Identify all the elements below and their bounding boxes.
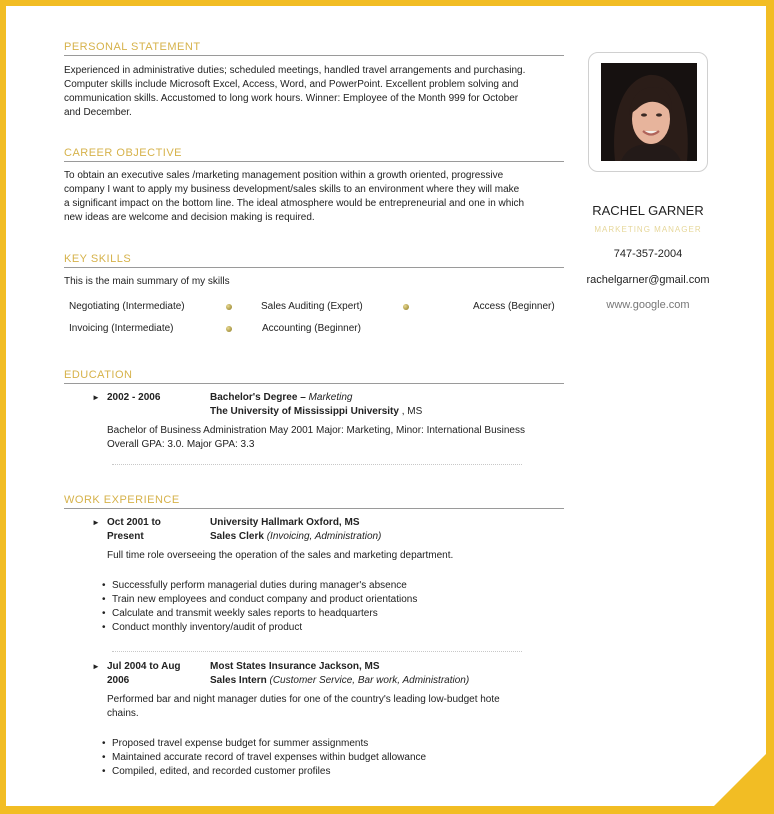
career-objective-line: To obtain an executive sales /marketing management position within a growth oriented, progressive — [64, 170, 504, 181]
job-date-start: Jul 2004 to Aug — [107, 661, 181, 672]
skill-item: Negotiating (Intermediate) — [69, 301, 185, 312]
career-objective-line: company I want to apply my business development/sales skills to an environment where they will make — [64, 184, 520, 195]
role-name: Sales Clerk — [210, 531, 264, 542]
degree-name: Bachelor's Degree – — [210, 392, 306, 403]
resume-page — [6, 6, 766, 806]
section-title-education: EDUCATION — [64, 369, 564, 384]
job-summary-line: Performed bar and night manager duties for one of the country's leading low-budget hote — [107, 694, 500, 705]
education-detail-line: Overall GPA: 3.0. Major GPA: 3.3 — [107, 439, 255, 450]
arrow-right-icon: ► — [92, 393, 100, 402]
profile-phone: 747-357-2004 — [613, 248, 683, 260]
skill-bullet-icon — [226, 304, 232, 310]
skill-item: Access (Beginner) — [473, 301, 555, 312]
arrow-right-icon: ► — [92, 662, 100, 671]
job-role — [210, 675, 469, 686]
job-summary-line: Full time role overseeing the operation of the sales and marketing department. — [107, 550, 454, 561]
personal-statement-text — [64, 64, 564, 120]
education-degree — [210, 392, 352, 403]
job-date-end: Present — [107, 531, 144, 542]
page-curl-corner — [714, 754, 766, 806]
education-detail-line: Bachelor of Business Administration May 2001 Major: Marketing, Minor: International Business — [107, 425, 525, 436]
role-name: Sales Intern — [210, 675, 267, 686]
skill-item: Accounting (Beginner) — [262, 323, 361, 334]
skill-bullet-icon — [403, 304, 409, 310]
job-bullet-list — [102, 579, 417, 635]
role-detail: (Invoicing, Administration) — [266, 531, 382, 542]
job-employer — [210, 517, 360, 528]
personal-statement-line: communication skills. Accustomed to long work hours. Winner: Employee of the Month 999 for October — [64, 93, 519, 104]
personal-statement-line: Experienced in administrative duties; scheduled meetings, handled travel arrangements and purchasing. — [64, 65, 526, 76]
job-date-end: 2006 — [107, 675, 130, 686]
job-bullet-list — [102, 737, 426, 779]
personal-statement-line: Computer skills include Microsoft Excel, Access, Word, and PowerPoint. Excellent problem solving and — [64, 79, 519, 90]
education-dates: 2002 - 2006 — [107, 392, 161, 403]
skill-item: Invoicing (Intermediate) — [69, 323, 174, 334]
section-title-work-experience: WORK EXPERIENCE — [64, 494, 564, 509]
personal-statement-line: and December. — [64, 107, 132, 118]
job-bullet: • Proposed travel expense budget for summer assignments — [102, 737, 426, 751]
career-objective-line: a significant impact on the bottom line. The ideal atmosphere would be entrepreneurial and one in which — [64, 198, 525, 209]
job-bullet: • Successfully perform managerial duties during manager's absence — [102, 579, 417, 593]
skill-bullet-icon — [226, 326, 232, 332]
degree-major: Marketing — [308, 392, 353, 403]
employer-name: Most States Insurance Jackson, MS — [210, 661, 380, 672]
job-role — [210, 531, 381, 542]
job-bullet: • Compiled, edited, and recorded customer profiles — [102, 765, 426, 779]
job-summary — [107, 693, 567, 721]
job-summary-line: chains. — [107, 708, 139, 719]
profile-website[interactable]: www.google.com — [606, 299, 690, 311]
job-bullet: • Train new employees and conduct company and product orientations — [102, 593, 417, 607]
profile-tagline: MARKETING MANAGER — [594, 225, 702, 234]
job-bullet: • Maintained accurate record of travel expenses within budget allowance — [102, 751, 426, 765]
skills-intro: This is the main summary of my skills — [64, 276, 230, 287]
employer-name: University Hallmark Oxford, MS — [210, 517, 360, 528]
arrow-right-icon: ► — [92, 518, 100, 527]
education-school — [210, 406, 422, 417]
profile-email[interactable]: rachelgarner@gmail.com — [586, 274, 710, 286]
profile-photo-frame — [588, 52, 708, 172]
career-objective-line: new ideas are welcome and decision making is required. — [64, 212, 315, 223]
school-state: , MS — [401, 406, 423, 417]
career-objective-text — [64, 169, 564, 225]
skill-item: Sales Auditing (Expert) — [261, 301, 363, 312]
section-title-career-objective: CAREER OBJECTIVE — [64, 147, 564, 162]
school-name: The University of Mississippi University — [210, 406, 399, 417]
dotted-divider — [112, 651, 522, 652]
section-title-personal-statement: PERSONAL STATEMENT — [64, 41, 564, 56]
job-bullet: • Calculate and transmit weekly sales reports to headquarters — [102, 607, 417, 621]
education-details — [107, 424, 567, 452]
profile-name: RACHEL GARNER — [592, 203, 704, 218]
profile-photo — [601, 63, 697, 161]
job-bullet: • Conduct monthly inventory/audit of product — [102, 621, 417, 635]
role-detail: (Customer Service, Bar work, Administration) — [269, 675, 470, 686]
job-date-start: Oct 2001 to — [107, 517, 161, 528]
dotted-divider — [112, 464, 522, 465]
job-employer — [210, 661, 380, 672]
section-title-key-skills: KEY SKILLS — [64, 253, 564, 268]
profile-photo-image — [601, 63, 697, 161]
job-summary — [107, 549, 567, 563]
